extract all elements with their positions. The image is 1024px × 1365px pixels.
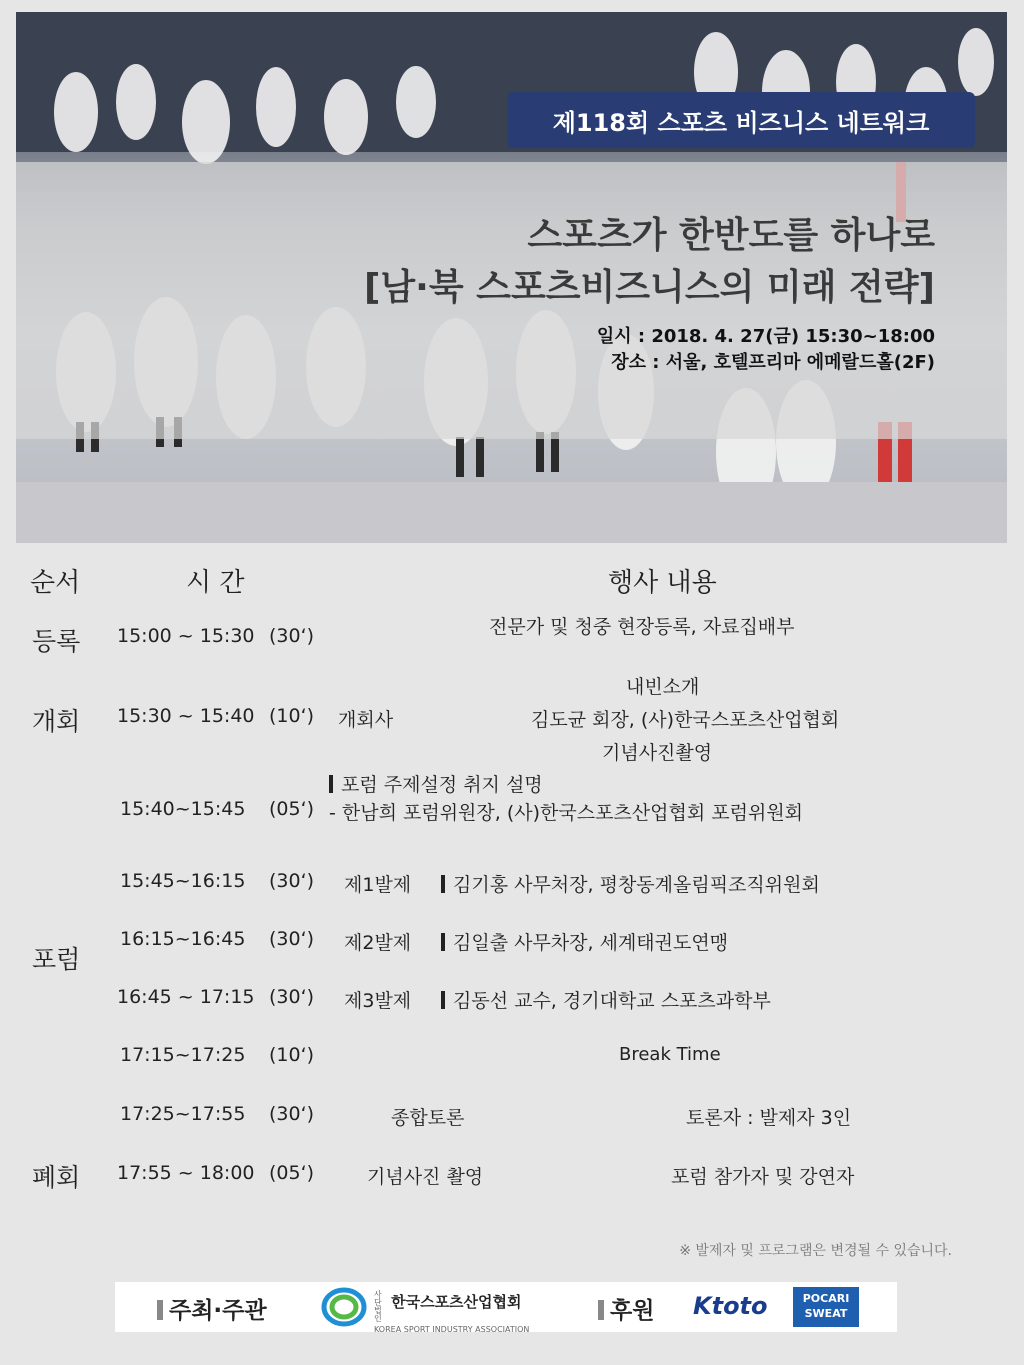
row-time: 15:45~16:15 [120,870,246,892]
row-time: 15:40~15:45 [120,798,246,820]
row-label: 제3발제 [344,990,412,1012]
pocari-line-1: POCARI [802,1292,850,1305]
host-label-text: 주최·주관 [169,1298,267,1324]
row-time: 17:55 ~ 18:00 [117,1162,255,1184]
row-duration: (30‘) [269,870,315,892]
ktoto-logo: Ktoto [693,1292,768,1320]
row-time: 17:15~17:25 [120,1044,246,1066]
header-content: 행사 내용 [608,568,717,598]
row-time: 16:45 ~ 17:15 [117,986,255,1008]
row-content: 포럼 참가자 및 강연자 [671,1166,855,1188]
row-content: 김일출 사무차장, 세계태권도연맹 [441,928,728,955]
marker-icon [598,1300,604,1320]
event-place: 장소 : 서울, 호텔프리마 에메랄드홀(2F) [611,352,935,373]
row-content-line: 기념사진촬영 [602,742,713,764]
row-content: 김기홍 사무처장, 평창동계올림픽조직위원회 [441,870,820,897]
row-duration: (05‘) [269,1162,315,1184]
row-label: 기념사진 촬영 [367,1166,484,1188]
org-name: 한국스포츠산업협회 [391,1293,522,1311]
row-duration: (05‘) [269,798,315,820]
sponsor-label [598,1292,654,1325]
category-register: 등록 [32,627,81,656]
category-close: 폐회 [32,1163,81,1192]
row-duration: (10‘) [269,1044,315,1066]
row-duration: (30‘) [269,986,315,1008]
sponsor-footer [115,1282,897,1332]
title-line-2: [남·북 스포츠비즈니스의 미래 전략] [363,267,935,308]
host-label [157,1292,267,1325]
row-duration: (30‘) [269,625,315,647]
row-content-line: 김도균 회장, (사)한국스포츠산업협회 [531,709,840,731]
row-label: 제2발제 [344,932,412,954]
row-label: 종합토론 [391,1107,465,1129]
row-content-line: 포럼 주제설정 취지 설명 [329,770,543,797]
row-time: 15:00 ~ 15:30 [117,625,255,647]
row-content: 김동선 교수, 경기대학교 스포츠과학부 [441,986,771,1013]
ksia-logo-icon [321,1286,367,1328]
sponsor-label-text: 후원 [610,1298,655,1324]
row-content-line: 내빈소개 [626,676,700,698]
org-small: 사단법인 [374,1290,382,1323]
pocari-line-2: SWEAT [804,1307,848,1320]
title-line-1: 스포츠가 한반도를 하나로 [527,215,935,256]
change-notice: ※ 발제자 및 프로그램은 변경될 수 있습니다. [679,1243,952,1259]
event-title [364,210,935,314]
row-content-line: - 한남희 포럼위원장, (사)한국스포츠산업협회 포럼위원회 [329,802,804,824]
row-duration: (30‘) [269,1103,315,1125]
row-duration: (30‘) [269,928,315,950]
row-time: 17:25~17:55 [120,1103,246,1125]
row-content: Break Time [619,1044,721,1065]
event-date: 일시 : 2018. 4. 27(금) 15:30~18:00 [596,326,935,347]
row-duration: (10‘) [269,705,315,727]
event-meta [597,324,935,376]
category-open: 개회 [32,707,81,736]
header-time: 시 간 [186,568,245,598]
pocari-logo [793,1287,859,1327]
org-name-block [374,1291,529,1334]
org-english: KOREA SPORT INDUSTRY ASSOCIATION [374,1325,530,1334]
row-label: 제1발제 [344,874,412,896]
row-time: 16:15~16:45 [120,928,246,950]
row-content: 전문가 및 청중 현장등록, 자료집배부 [489,616,795,638]
row-label: 개회사 [338,709,394,731]
category-forum: 포럼 [32,945,81,974]
row-time: 15:30 ~ 15:40 [117,705,255,727]
event-banner: 제118회 스포츠 비즈니스 네트워크 [507,92,975,148]
marker-icon [157,1300,163,1320]
header-order: 순서 [30,568,81,598]
row-content: 토론자 : 발제자 3인 [686,1107,852,1129]
hero-image [16,12,1007,543]
